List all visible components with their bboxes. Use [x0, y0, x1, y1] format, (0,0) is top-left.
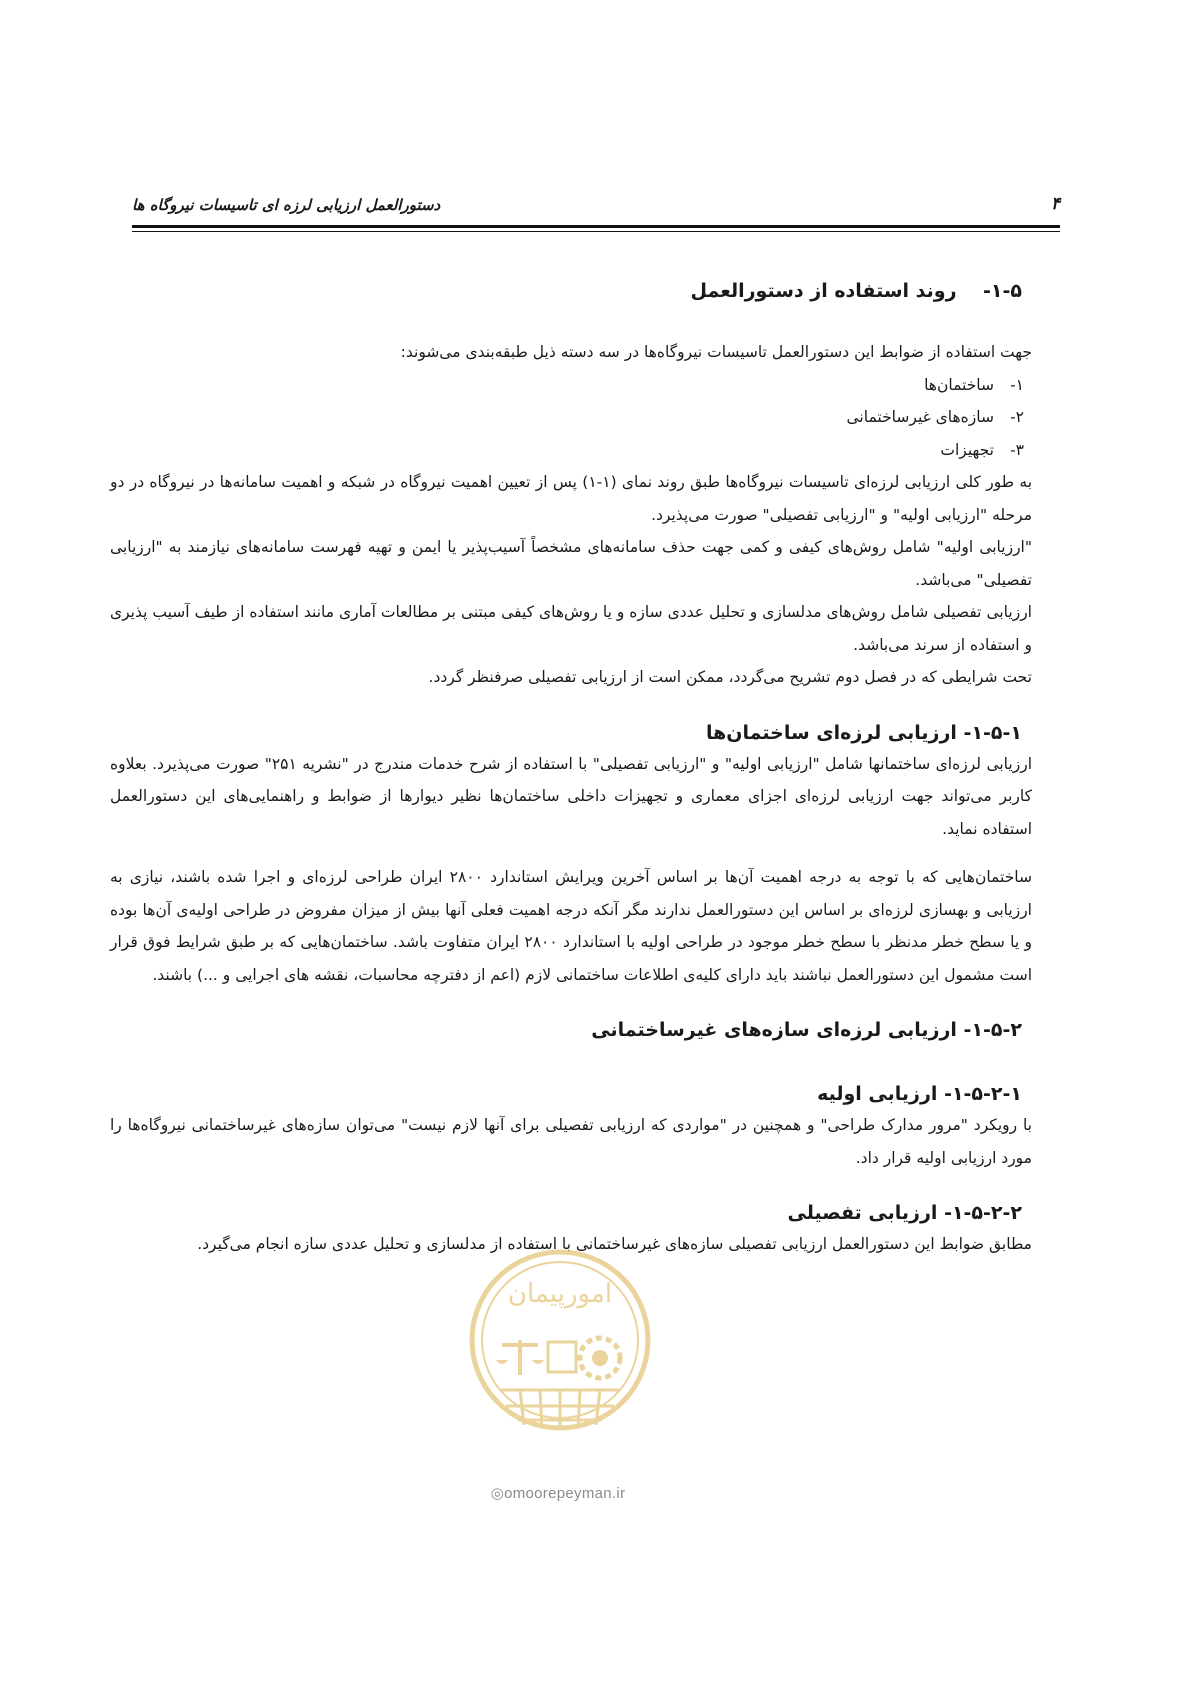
- section-number: ۱-۵-۲-۱-: [944, 1083, 1022, 1105]
- list-label: تجهیزات: [940, 440, 994, 459]
- paragraph: به طور کلی ارزیابی لرزه‌ای تاسیسات نیروگاه‌ها طبق روند نمای (۱-۱) پس از تعیین اهمیت نیروگاه در شبکه و اهمیت سامانه‌ها در نیروگاه در دو مرحله "ارزیابی اولیه" و "ارزیابی تفصیلی" صورت می‌پذیرد.: [110, 473, 1033, 524]
- at-icon: ◎: [490, 1485, 505, 1502]
- list-number: ۳-: [1010, 440, 1024, 459]
- list-number: ۲-: [1010, 408, 1024, 426]
- paragraph: مطابق ضوابط این دستورالعمل ارزیابی تفصیلی سازه‌های غیرساختمانی با استفاده از مدلسازی و تحلیل عددی سازه انجام می‌گیرد.: [197, 1235, 1032, 1253]
- section-title: ارزیابی لرزه‌ای ساختمان‌ها: [705, 721, 957, 744]
- section-number: ۱-۵-۲-۲-: [944, 1202, 1022, 1224]
- watermark-url: ◎omoorepeyman.ir: [490, 1485, 626, 1502]
- list-label: سازه‌های غیرساختمانی: [846, 408, 994, 426]
- page-header: [132, 196, 1060, 226]
- section-title: روند استفاده از دستورالعمل: [690, 280, 957, 302]
- section-title: ارزیابی اولیه: [817, 1083, 938, 1105]
- section-number: ۱-۵-۲-: [963, 1019, 1022, 1041]
- header-rule-thin: [132, 231, 1060, 232]
- paragraph: تحت شرایطی که در فصل دوم تشریح می‌گردد، ممکن است از ارزیابی تفصیلی صرفنظر گردد.: [428, 668, 1032, 686]
- paragraph: ارزیابی لرزه‌ای ساختمانها شامل "ارزیابی اولیه" و "ارزیابی تفصیلی" با استفاده از شرح خدمات مندرج در "نشریه ۲۵۱" صورت می‌پذیرد. بعلاوه کاربر می‌تواند جهت ارزیابی لرزه‌ای اجزای معماری و تجهیزات داخلی ساختمان‌ها نظیر دیوارها از ضوابط و راهنمایی‌های این دستورالعمل استفاده نماید.: [110, 754, 1032, 838]
- page-number: ۴: [1050, 194, 1060, 214]
- section-number: ۱-۵-۱-: [963, 721, 1022, 744]
- paragraph: ارزیابی تفصیلی شامل روش‌های مدلسازی و تحلیل عددی سازه و یا روش‌های کیفی مبتنی بر مطالعات آماری مانند استفاده از طیف آسیب پذیری و استفاده از سرند می‌باشد.: [110, 603, 1032, 654]
- list-item: [110, 369, 1032, 402]
- list-item: [110, 401, 1032, 434]
- list-number: ۱-: [1010, 375, 1024, 394]
- section-heading-1-5-1: [110, 718, 1032, 748]
- paragraph: "ارزیابی اولیه" شامل روش‌های کیفی و کمی جهت حذف سامانه‌های مشخصاً آسیب‌پذیر یا ایمن و تهیه فهرست سامانه‌های نیازمند به "ارزیابی تفصیلی" می‌باشد.: [110, 538, 1032, 589]
- list-label: ساختمان‌ها: [924, 375, 994, 394]
- header-rule-thick: [132, 225, 1060, 228]
- header-title: دستورالعمل ارزیابی لرزه ای تاسیسات نیروگاه ها: [132, 196, 441, 214]
- section-heading-1-5: [110, 276, 1032, 306]
- intro-paragraph: جهت استفاده از ضوابط این دستورالعمل تاسیسات نیروگاه‌ها در سه دسته ذیل طبقه‌بندی می‌شوند:: [400, 343, 1032, 361]
- section-heading-1-5-2-2: [110, 1198, 1032, 1228]
- watermark-logo-text: امورپیمان: [507, 1279, 613, 1309]
- section-title: ارزیابی تفصیلی: [787, 1202, 938, 1224]
- section-heading-1-5-2-1: [110, 1079, 1032, 1109]
- paragraph: با رویکرد "مرور مدارک طراحی" و همچنین در "مواردی که ارزیابی تفصیلی برای آنها لازم نیست" می‌توان سازه‌های غیرساختمانی نیروگاه‌ها را مورد ارزیابی اولیه قرار داد.: [110, 1116, 1032, 1167]
- document-body: [110, 276, 1032, 1261]
- paragraph: ساختمان‌هایی که با توجه به درجه اهمیت آن‌ها بر اساس آخرین ویرایش استاندارد ۲۸۰۰ ایران طراحی لرزه‌ای و اجرا شده باشند، نیازی به ارزیابی و بهسازی لرزه‌ای بر اساس این دستورالعمل ندارند مگر آنکه درجه اهمیت فعلی آنها بیش از میزان مفروض در طراحی اولیه‌ی آن‌ها بوده و یا سطح خطر مدنظر با سطح خطر موجود در طراحی اولیه با استاندارد ۲۸۰۰ ایران متفاوت باشد. ساختمان‌هایی که بر طبق شرایط فوق قرار است مشمول این دستورالعمل نباشند باید دارای کلیه‌ی اطلاعات ساختمانی لازم (اعم از دفترچه محاسبات، نقشه های اجرایی و ...) باشند.: [110, 868, 1032, 984]
- section-heading-1-5-2: [110, 1015, 1032, 1045]
- section-number: ۱-۵-: [983, 280, 1022, 302]
- watermark-logo: [460, 1240, 660, 1470]
- section-title: ارزیابی لرزه‌ای سازه‌های غیرساختمانی: [591, 1019, 957, 1041]
- list-item: [110, 434, 1032, 467]
